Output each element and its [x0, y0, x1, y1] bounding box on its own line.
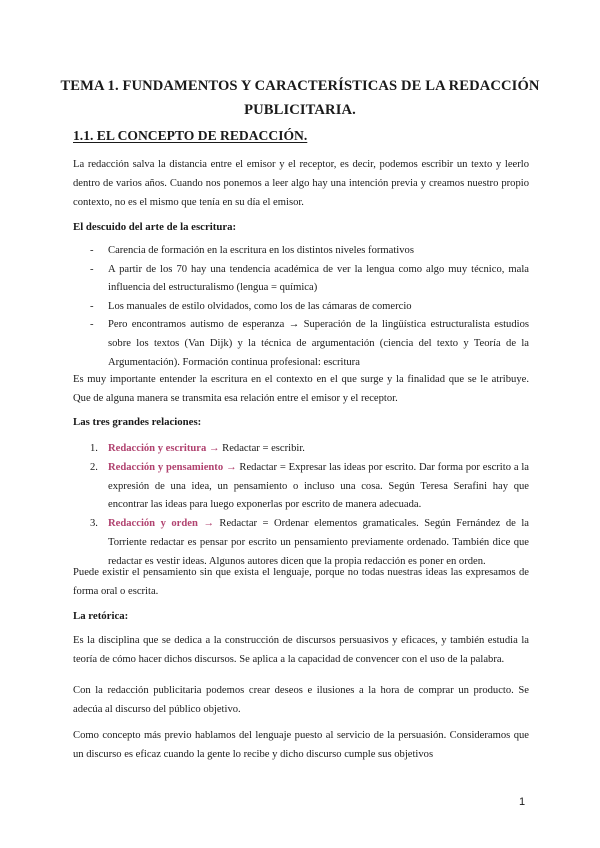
section-heading: 1.1. EL CONCEPTO DE REDACCIÓN. [73, 128, 308, 143]
relation-text: Redactar = escribir. [219, 443, 305, 454]
retorica-heading: La retórica: [73, 610, 129, 622]
dash-marker: - [90, 300, 94, 312]
dash-marker: - [90, 319, 94, 331]
importance-paragraph: Es muy importante entender la escritura en el contexto en el que surge y la finalidad que se le atribuye. Que de alguna manera se transmita esa relación entre el emisor y el receptor. [73, 374, 529, 405]
list-item-text: Los manuales de estilo olvidados, como los de las cámaras de comercio [108, 300, 412, 312]
intro-paragraph: La redacción salva la distancia entre el emisor y el receptor, es decir, podemos escribir un texto y leerlo dentro de varios años. Cuando nos ponemos a leer algo hay una intención previa y creamos nuestro propio contexto, no es el mismo que tenía en su día el emisor. [73, 159, 529, 209]
page-title: TEMA 1. FUNDAMENTOS Y CARACTERÍSTICAS DE LA REDACCIÓN PUBLICITARIA. [60, 78, 540, 118]
dash-marker: - [90, 245, 94, 256]
item-number: 1. [90, 443, 98, 454]
descuido-list [73, 242, 529, 372]
descuido-heading: El descuido del arte de la escritura: [73, 221, 237, 233]
relation-term: Redacción y pensamiento → [108, 461, 237, 473]
retorica-paragraph-3: Como concepto más previo hablamos del lenguaje puesto al servicio de la persuasión. Consideramos que un discurso es eficaz cuando la gente lo recibe y dicho discurso cumple sus objetivos [73, 730, 529, 761]
list-item [73, 261, 529, 298]
list-item [73, 440, 529, 459]
relaciones-list [73, 440, 529, 572]
pensamiento-paragraph: Puede existir el pensamiento sin que exista el lenguaje, porque no todas nuestras ideas las expresamos de forma oral o escrita. [73, 567, 529, 598]
relation-term: Redacción y orden → [108, 518, 214, 530]
relaciones-heading: Las tres grandes relaciones: [73, 416, 202, 428]
retorica-paragraph-2: Con la redacción publicitaria podemos crear deseos e ilusiones a la hora de comprar un producto. Se adecúa al discurso del público objetivo. [73, 685, 529, 716]
list-item-text: A partir de los 70 hay una tendencia académica de ver la lengua como algo muy técnico, mala influencia del estructuralismo (lengua = química) [108, 263, 529, 294]
relation-text: Redactar = Expresar las ideas por escrito. Dar forma por escrito a la expresión de una idea, un pensamiento o incluso una cosa. Según Teresa Serafini hay que encontrar las ideas para luego exponerlas por escrito de manera adecuada. [108, 461, 529, 511]
list-item [73, 459, 529, 515]
list-item-text: Carencia de formación en la escritura en los distintos niveles formativos [108, 245, 414, 256]
list-item-text: Pero encontramos autismo de esperanza → Superación de la lingüística estructuralista estudios sobre los textos (Van Dijk) y la técnica de argumentación (ciencia del texto y Teoría de la Argumentación). Formación continua profesional: escritura [108, 319, 529, 368]
dash-marker: - [90, 263, 94, 275]
retorica-paragraph-1: Es la disciplina que se dedica a la construcción de discursos persuasivos y eficaces, y también estudia la teoría de cómo hacer dichos discursos. Se aplica a la capacidad de convencer con el uso de la palabra. [73, 635, 529, 666]
page-number: 1 [519, 796, 526, 808]
item-number: 2. [90, 461, 98, 473]
relation-text: Redactar = Ordenar elementos gramaticales. Según Fernández de la Torriente redactar es pensar por escrito un pensamiento previamente ordenado. También dice que redactar es vestir ideas. Algunos autores dicen que la propia redacción es poner en orden. [108, 518, 529, 567]
list-item [73, 242, 529, 261]
list-item [73, 298, 529, 317]
relation-term: Redacción y escritura → [108, 443, 220, 454]
list-item [73, 316, 529, 372]
item-number: 3. [90, 518, 98, 530]
